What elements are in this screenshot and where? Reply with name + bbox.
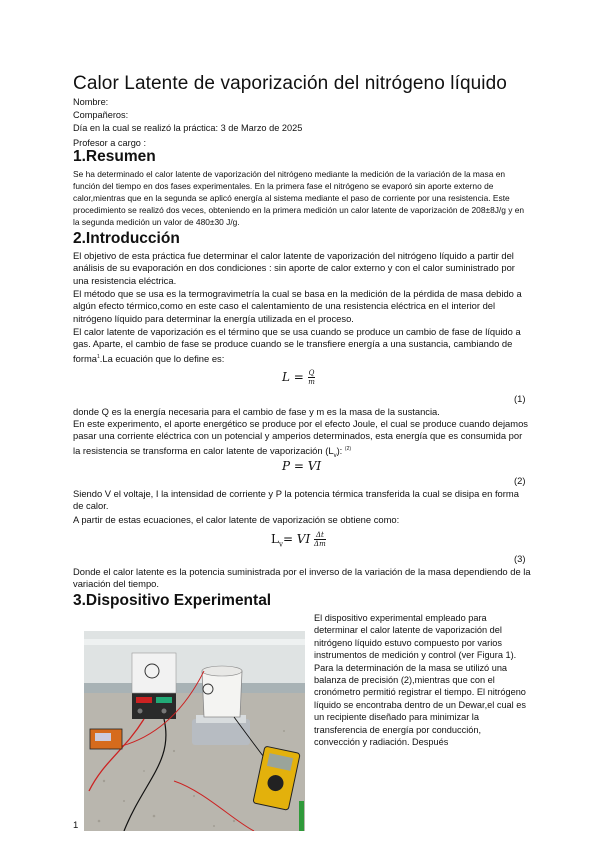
setup-photo [84,631,305,831]
heading-introduccion: 2.Introducción [73,230,180,247]
equation-1-number: (1) [514,393,526,404]
document-title: Calor Latente de vaporización del nitrógeno líquido [73,73,507,94]
meta-companeros: Compañeros: [73,110,129,120]
equation-1: L = $\frac{Q}{m}$ [282,369,315,386]
intro-p8: Donde el calor latente es la potencia suministrada por el inverso de la variación de la masa dependiendo de la variación del tiempo. [73,566,531,590]
equation-3: $L_v=$ VI $\frac{\Delta t}{\Delta m}$ [271,531,326,549]
intro-p4: donde Q es la energía necesaria para el cambio de fase y m es la masa de la sustancia. [73,406,440,417]
intro-p5: En este experimento, el aporte energético se produce por el efecto Joule, el cual se produce cuando dejamos pasar una corriente eléctrica con un potencial y amperios determinados, esta energía que es consumida por la resistencia se transforma en calor latente de vaporización $(L_v)$: $^{(2)}$ [73,418,528,459]
intro-p2: El método que se usa es la termogravimetría la cual se basa en la medición de la pérdida de masa debido a algún efecto térmico,como en este caso el calentamiento de una resistencia eléctrica en el interior del nitrógeno líquido para determinar la energía utilizada en el proceso. [73,288,522,324]
meta-profesor: Profesor a cargo : [73,138,147,148]
heading-dispositivo: 3.Dispositivo Experimental [73,592,272,609]
equation-2: P = VI [282,459,322,473]
resumen-text: Se ha determinado el calor latente de vaporización del nitrógeno mediante la medición de la variación de la masa en función del tiempo en dos fases experimentales. En la primera fase el nitrógeno se evaporó sin aporte externo de calor,mientras que en la segunda se aplicó energía al sistema mediante el paso de corriente por una resistencia. Este procedimiento se realizó dos veces, obteniendo en la primera medición un calor latente de vaporización de 208±8J/g y en la segunda medición un valor de 480±30 J/g. [73,169,525,227]
intro-p7: A partir de estas ecuaciones, el calor latente de vaporización se obtiene como: [73,514,400,525]
equation-2-number: (2) [514,475,526,486]
intro-p1: El objetivo de esta práctica fue determinar el calor latente de vaporización del nitrógeno líquido a partir del análisis de su evaporación en dos condiciones : sin aporte de calor externo y con el calor suministrado por una resistencia eléctrica. [73,250,515,286]
intro-p3: El calor latente de vaporización es el término que se usa cuando se produce un cambio de fase de líquido a gas. Aparte, el cambio de fase se produce cuando se le transfiere energía a una sustancia, cambiando de forma$^1$.La ecuación que lo define es: [73,326,521,364]
meta-nombre: Nombre: [73,97,109,107]
heading-resumen: 1.Resumen [73,148,156,165]
page-number: 1 [73,820,79,831]
intro-p6: Siendo V el voltaje, I la intensidad de corriente y P la potencia térmica transferida la cual se disipa en forma de calor. [73,488,519,512]
meta-dia: Día en la cual se realizó la práctica: 3 de Marzo de 2025 [73,123,303,133]
dispositivo-text: El dispositivo experimental empleado para determinar el calor latente de vaporización del nitrógeno líquido estuvo compuesto por varios instrumentos de medición y control (ver Figura 1). Para la determinación de la masa se utilizó una balanza de precisión (2),mientras que con el cronómetro permitió registrar el tiempo. El nitrógeno líquido se encontraba dentro de un Dewar,el cual es un recipiente diseñado para minimizar la transferencia de energía por conducción, convección y radiación. Después [314,613,526,748]
equation-3-number: (3) [514,553,526,564]
